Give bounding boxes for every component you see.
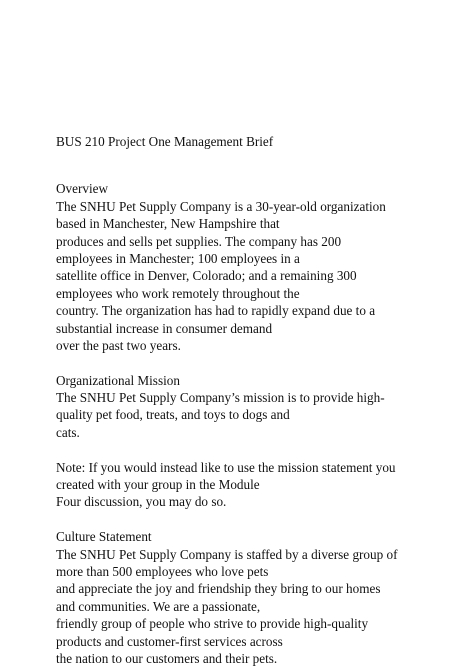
mission-line: cats.	[56, 424, 80, 440]
overview-line: based in Manchester, New Hampshire that	[56, 216, 280, 232]
culture-line: the nation to our customers and their pets.	[56, 650, 278, 666]
overview-line: The SNHU Pet Supply Company is a 30-year-old organization	[56, 198, 386, 214]
overview-line: produces and sells pet supplies. The company has 200	[56, 233, 342, 249]
note-line: Note: If you would instead like to use the mission statement you	[56, 459, 396, 475]
note-line: Four discussion, you may do so.	[56, 494, 227, 510]
overview-line: satellite office in Denver, Colorado; and a remaining 300	[56, 268, 357, 284]
mission-line: The SNHU Pet Supply Company’s mission is to provide high-	[56, 390, 385, 406]
overview-line: employees in Manchester; 100 employees in a	[56, 250, 300, 266]
culture-line: more than 500 employees who love pets	[56, 563, 269, 579]
culture-line: and appreciate the joy and friendship they bring to our homes	[56, 581, 381, 597]
culture-line: The SNHU Pet Supply Company is staffed by a diverse group of	[56, 546, 398, 562]
mission-heading: Organizational Mission	[56, 372, 180, 388]
mission-section	[56, 372, 426, 442]
overview-section	[56, 180, 426, 354]
note-section	[56, 459, 426, 511]
culture-line: products and customer-first services across	[56, 633, 283, 649]
overview-line: employees who work remotely throughout the	[56, 285, 300, 301]
culture-line: and communities. We are a passionate,	[56, 598, 261, 614]
overview-line: over the past two years.	[56, 337, 181, 353]
overview-heading: Overview	[56, 181, 108, 197]
document-title: BUS 210 Project One Management Brief	[56, 134, 274, 149]
mission-line: quality pet food, treats, and toys to dogs and	[56, 407, 290, 423]
overview-line: country. The organization has had to rapidly expand due to a	[56, 303, 376, 319]
note-line: created with your group in the Module	[56, 477, 260, 493]
document-body	[56, 133, 426, 667]
culture-line: friendly group of people who strive to provide high-quality	[56, 616, 369, 632]
culture-section	[56, 528, 426, 667]
overview-line: substantial increase in consumer demand	[56, 320, 273, 336]
culture-heading: Culture Statement	[56, 529, 152, 545]
